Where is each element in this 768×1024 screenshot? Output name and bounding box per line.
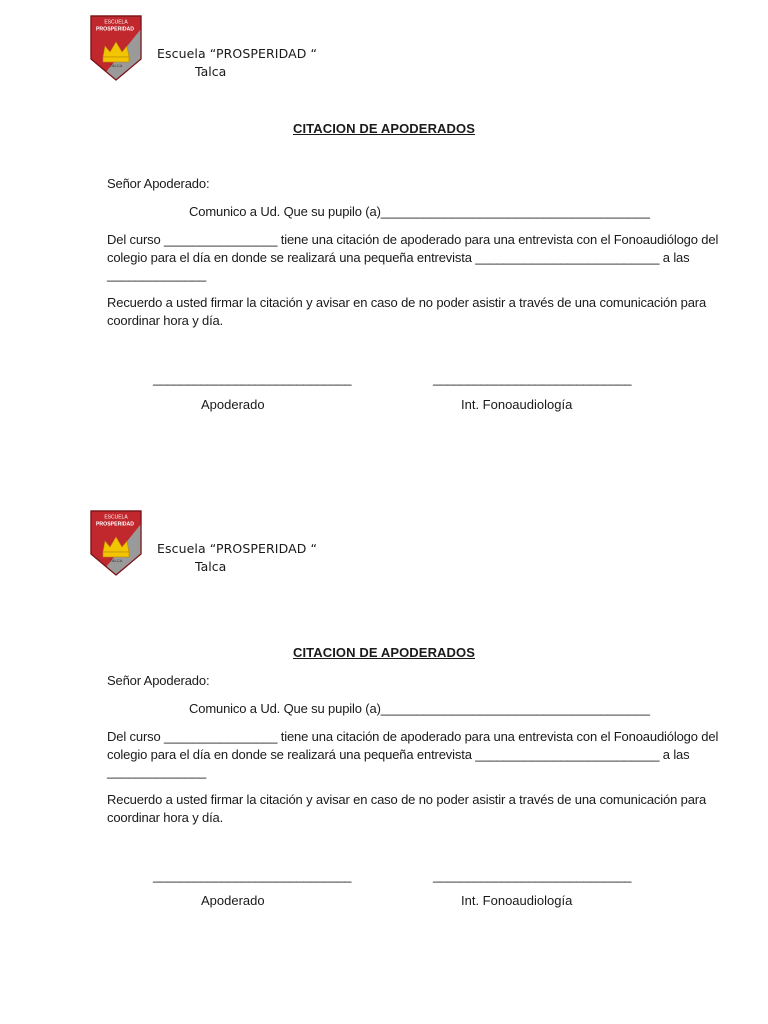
- school-name: Escuela “PROSPERIDAD “: [157, 46, 318, 61]
- signature-label-speech-therapist: Int. Fonoaudiología: [461, 397, 573, 412]
- pupil-line: Comunico a Ud. Que su pupilo (a)______________________________________: [189, 701, 650, 716]
- signature-label-guardian: Apoderado: [201, 397, 265, 412]
- course-line-3: ______________: [107, 764, 207, 779]
- school-crest-logo: [90, 15, 142, 81]
- reminder-line-2: coordinar hora y día.: [107, 313, 224, 328]
- course-line-1: Del curso ________________ tiene una citación de apoderado para una entrevista con el Fonoaudiólogo del: [107, 729, 719, 744]
- course-line-2: colegio para el día en donde se realizará una pequeña entrevista __________________________ a las: [107, 747, 690, 762]
- document-title: CITACION DE APODERADOS: [292, 645, 476, 660]
- school-city: Talca: [195, 64, 227, 79]
- salutation: Señor Apoderado:: [107, 176, 210, 191]
- crest-bottom-text: TALCA: [109, 63, 123, 68]
- crest-top-text: ESCUELA: [104, 19, 128, 26]
- signature-line-guardian: _____________________________: [153, 868, 352, 883]
- signature-label-speech-therapist: Int. Fonoaudiología: [461, 893, 573, 908]
- reminder-line-2: coordinar hora y día.: [107, 810, 224, 825]
- document-title: CITACION DE APODERADOS: [292, 121, 476, 136]
- course-line-3: ______________: [107, 267, 207, 282]
- school-crest-logo: [90, 510, 142, 576]
- crest-bottom-text: TALCA: [109, 558, 123, 563]
- school-city: Talca: [195, 559, 227, 574]
- course-line-2: colegio para el día en donde se realizará una pequeña entrevista __________________________ a las: [107, 250, 690, 265]
- crest-main-text: PROSPERIDAD: [95, 521, 135, 528]
- signature-line-speech-therapist: _____________________________: [433, 868, 632, 883]
- signature-line-speech-therapist: _____________________________: [433, 371, 632, 386]
- salutation: Señor Apoderado:: [107, 673, 210, 688]
- pupil-line: Comunico a Ud. Que su pupilo (a)______________________________________: [189, 204, 650, 219]
- signature-line-guardian: _____________________________: [153, 371, 352, 386]
- crest-main-text: PROSPERIDAD: [95, 26, 135, 33]
- signature-label-guardian: Apoderado: [201, 893, 265, 908]
- course-line-1: Del curso ________________ tiene una citación de apoderado para una entrevista con el Fonoaudiólogo del: [107, 232, 719, 247]
- school-name: Escuela “PROSPERIDAD “: [157, 541, 318, 556]
- crest-top-text: ESCUELA: [104, 514, 128, 521]
- reminder-line-1: Recuerdo a usted firmar la citación y avisar en caso de no poder asistir a través de una comunicación para: [107, 792, 707, 807]
- reminder-line-1: Recuerdo a usted firmar la citación y avisar en caso de no poder asistir a través de una comunicación para: [107, 295, 707, 310]
